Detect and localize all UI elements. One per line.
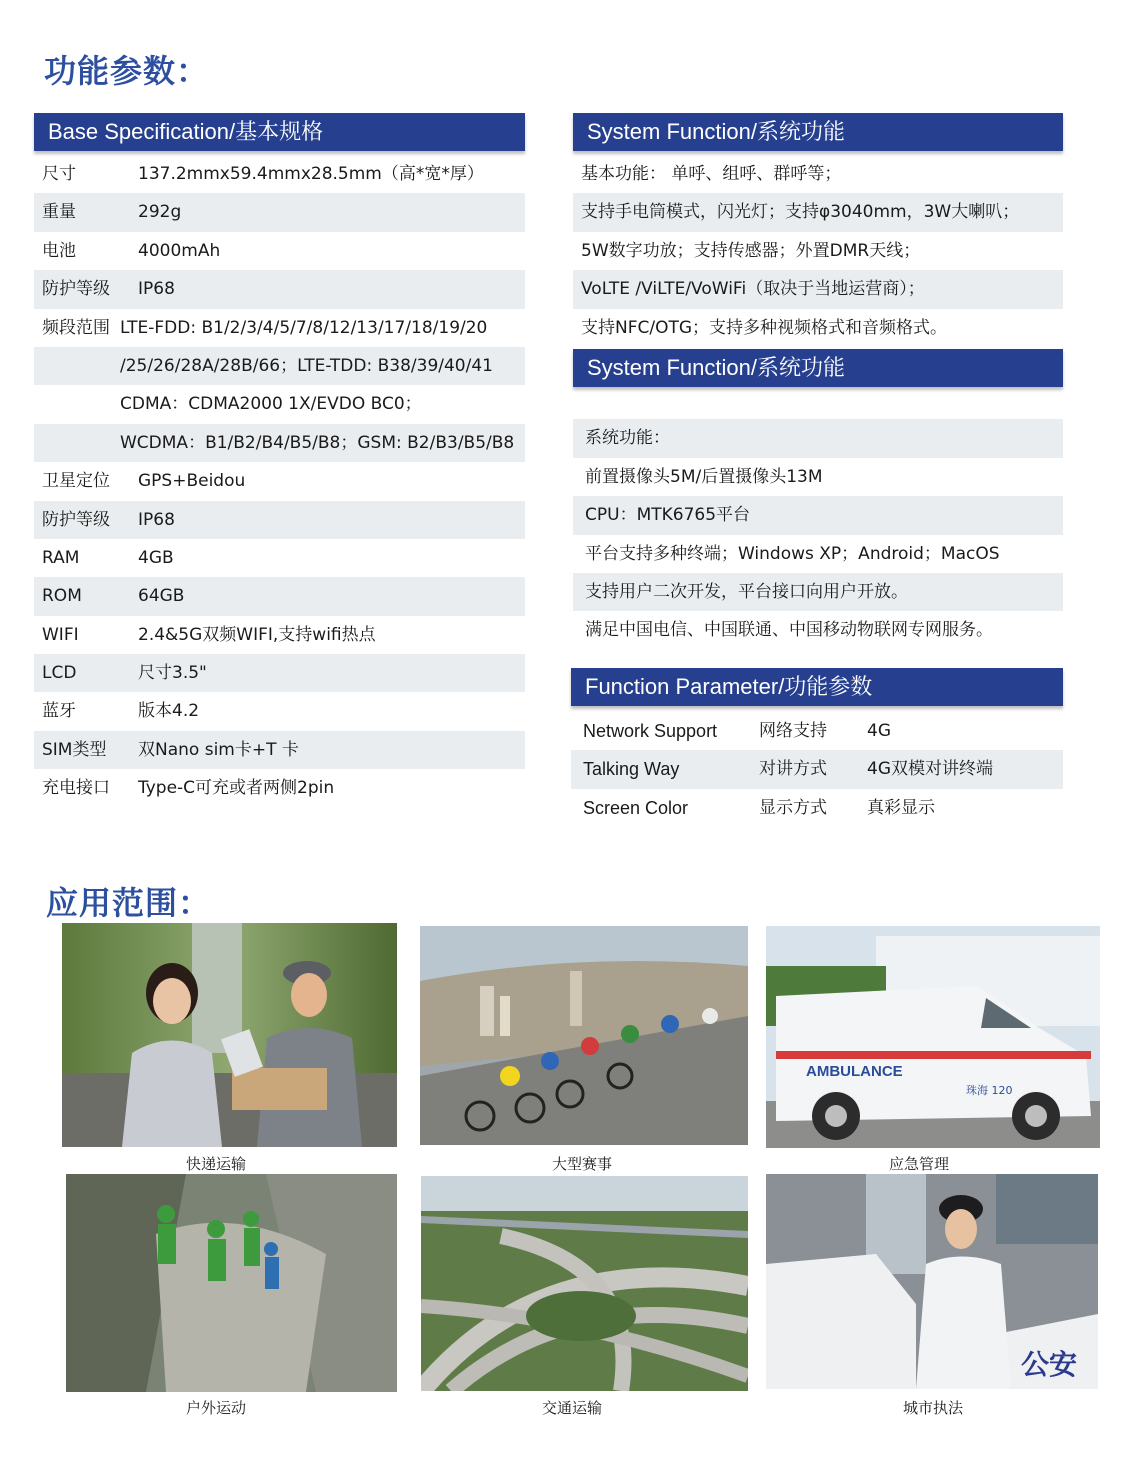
base-spec-banner: Base Specification/基本规格 xyxy=(34,113,525,151)
spec-label: RAM xyxy=(42,547,80,568)
spec-label: 蓝牙 xyxy=(42,701,76,722)
sys-row xyxy=(573,270,1063,308)
fp-row-screen xyxy=(571,789,1063,827)
sys-row xyxy=(573,535,1063,573)
sys-row xyxy=(573,155,1063,193)
spec-value: 137.2mmx59.4mmx28.5mm（高*宽*厚） xyxy=(138,164,484,184)
ambulance-plate: 珠海 120 xyxy=(966,1084,1013,1097)
caption-race: 大型赛事 xyxy=(551,1155,612,1173)
apps-title: 应用范围： xyxy=(46,884,212,922)
spec-value: 64GB xyxy=(138,586,185,607)
spec-row-rom xyxy=(34,577,525,615)
spec-value: 版本4.2 xyxy=(138,701,200,722)
spec-value: CDMA：CDMA2000 1X/EVDO BC0； xyxy=(120,394,422,415)
spec-label: 防护等级 xyxy=(42,279,110,300)
base-spec-table xyxy=(34,155,525,808)
spec-row-bands xyxy=(34,309,525,347)
spec-row-ram xyxy=(34,539,525,577)
spec-value: Type-C可充或者两侧2pin xyxy=(138,778,335,799)
sys-text: 支持用户二次开发，平台接口向用户开放。 xyxy=(585,581,908,602)
spec-value: GPS+Beidou xyxy=(138,471,246,492)
sys-row xyxy=(573,419,1063,457)
fp-cn: 显示方式 xyxy=(759,797,827,818)
fp-row-network xyxy=(571,712,1063,750)
sys-row xyxy=(573,496,1063,534)
photo-traffic xyxy=(421,1176,748,1391)
spec-row-bands-cont-2 xyxy=(34,385,525,423)
spec-label: 频段范围 xyxy=(42,317,110,338)
spec-row-protection xyxy=(34,270,525,308)
spec-row-battery xyxy=(34,232,525,270)
system-function-banner-1: System Function/系统功能 xyxy=(573,113,1063,151)
sys-row xyxy=(573,573,1063,611)
spec-row-bands-cont-1 xyxy=(34,347,525,385)
spec-value: 292g xyxy=(138,202,182,223)
photo-police xyxy=(766,1174,1098,1389)
spec-value: LTE-FDD: B1/2/3/4/5/7/8/12/13/17/18/19/20 xyxy=(120,317,488,338)
sys-row xyxy=(573,458,1063,496)
params-title: 功能参数： xyxy=(44,52,210,90)
spec-value: IP68 xyxy=(138,509,175,530)
sys-text: 满足中国电信、中国联通、中国移动物联网专网服务。 xyxy=(585,620,993,641)
photo-courier xyxy=(62,923,397,1147)
sys-text: 5W数字功放；支持传感器；外置DMR天线； xyxy=(581,240,921,261)
sys-row-blank xyxy=(573,381,1063,419)
fp-value: 4G双模对讲终端 xyxy=(867,759,993,780)
spec-value: 双Nano sim卡+T 卡 xyxy=(138,739,299,760)
system-function-list-1 xyxy=(573,155,1063,347)
fp-value: 4G xyxy=(867,721,891,741)
spec-row-protection-2 xyxy=(34,501,525,539)
spec-label: 重量 xyxy=(42,202,76,223)
photo-ambulance xyxy=(766,926,1100,1148)
fp-en: Network Support xyxy=(583,721,718,741)
caption-courier: 快递运输 xyxy=(185,1155,246,1173)
photo-race xyxy=(420,926,748,1145)
spec-label: SIM类型 xyxy=(42,739,107,760)
fp-cn: 对讲方式 xyxy=(759,759,827,780)
fp-value: 真彩显示 xyxy=(867,797,935,818)
spec-row-lcd xyxy=(34,654,525,692)
function-parameter-banner: Function Parameter/功能参数 xyxy=(571,668,1063,706)
spec-value: 4000mAh xyxy=(138,240,221,261)
system-function-banner-2: System Function/系统功能 xyxy=(573,349,1063,387)
sys-text: 前置摄像头5M/后置摄像头13M xyxy=(585,466,823,487)
caption-enforcement: 城市执法 xyxy=(902,1399,963,1417)
caption-traffic: 交通运输 xyxy=(541,1399,602,1417)
spec-row-charging xyxy=(34,769,525,807)
spec-value: IP68 xyxy=(138,279,175,300)
sys-text: VoLTE /ViLTE/VoWiFi（取决于当地运营商）； xyxy=(581,279,925,300)
fp-en: Talking Way xyxy=(583,759,680,780)
spec-label: 电池 xyxy=(42,240,76,261)
spec-row-wifi xyxy=(34,616,525,654)
sys-row xyxy=(573,232,1063,270)
function-parameter-table xyxy=(571,712,1063,827)
spec-row-size xyxy=(34,155,525,193)
spec-row-weight xyxy=(34,193,525,231)
police-label: 公安 xyxy=(1021,1348,1078,1381)
sys-text: 支持NFC/OTG；支持多种视频格式和音频格式。 xyxy=(581,317,948,338)
fp-cn: 网络支持 xyxy=(759,721,827,741)
photo-outdoor xyxy=(66,1174,397,1392)
spec-value: 4GB xyxy=(138,547,174,568)
sys-row xyxy=(573,611,1063,649)
spec-row-sim xyxy=(34,731,525,769)
sys-text: 支持手电筒模式，闪光灯；支持φ3040mm，3W大喇叭； xyxy=(581,202,1020,223)
sys-text: 系统功能： xyxy=(585,428,670,449)
spec-row-bands-cont-3 xyxy=(34,424,525,462)
spec-value: /25/26/28A/28B/66；LTE-TDD: B38/39/40/41 xyxy=(120,355,493,376)
fp-row-talking xyxy=(571,750,1063,788)
spec-value: 2.4&5G双频WIFI,支持wifi热点 xyxy=(138,624,376,645)
spec-label: 尺寸 xyxy=(42,164,76,184)
spec-row-gnss xyxy=(34,462,525,500)
spec-label: 卫星定位 xyxy=(42,471,110,492)
sys-text: CPU：MTK6765平台 xyxy=(585,505,751,526)
spec-label: 防护等级 xyxy=(42,509,110,530)
sys-text: 平台支持多种终端；Windows XP；Android；MacOS xyxy=(585,543,1000,564)
caption-outdoor: 户外运动 xyxy=(185,1399,246,1417)
fp-en: Screen Color xyxy=(583,797,689,818)
caption-emergency: 应急管理 xyxy=(888,1155,949,1173)
sys-row xyxy=(573,309,1063,347)
spec-label: 充电接口 xyxy=(42,778,110,799)
spec-label: ROM xyxy=(42,586,82,607)
spec-value: WCDMA：B1/B2/B4/B5/B8；GSM: B2/B3/B5/B8 xyxy=(120,432,515,453)
sys-row xyxy=(573,193,1063,231)
sys-text: 基本功能： 单呼、组呼、群呼等； xyxy=(581,164,842,184)
spec-label: WIFI xyxy=(42,624,79,645)
system-function-list-2 xyxy=(573,381,1063,650)
spec-row-bluetooth xyxy=(34,692,525,730)
spec-value: 尺寸3.5" xyxy=(138,663,207,684)
spec-label: LCD xyxy=(42,663,77,684)
ambulance-label: AMBULANCE xyxy=(806,1063,903,1080)
